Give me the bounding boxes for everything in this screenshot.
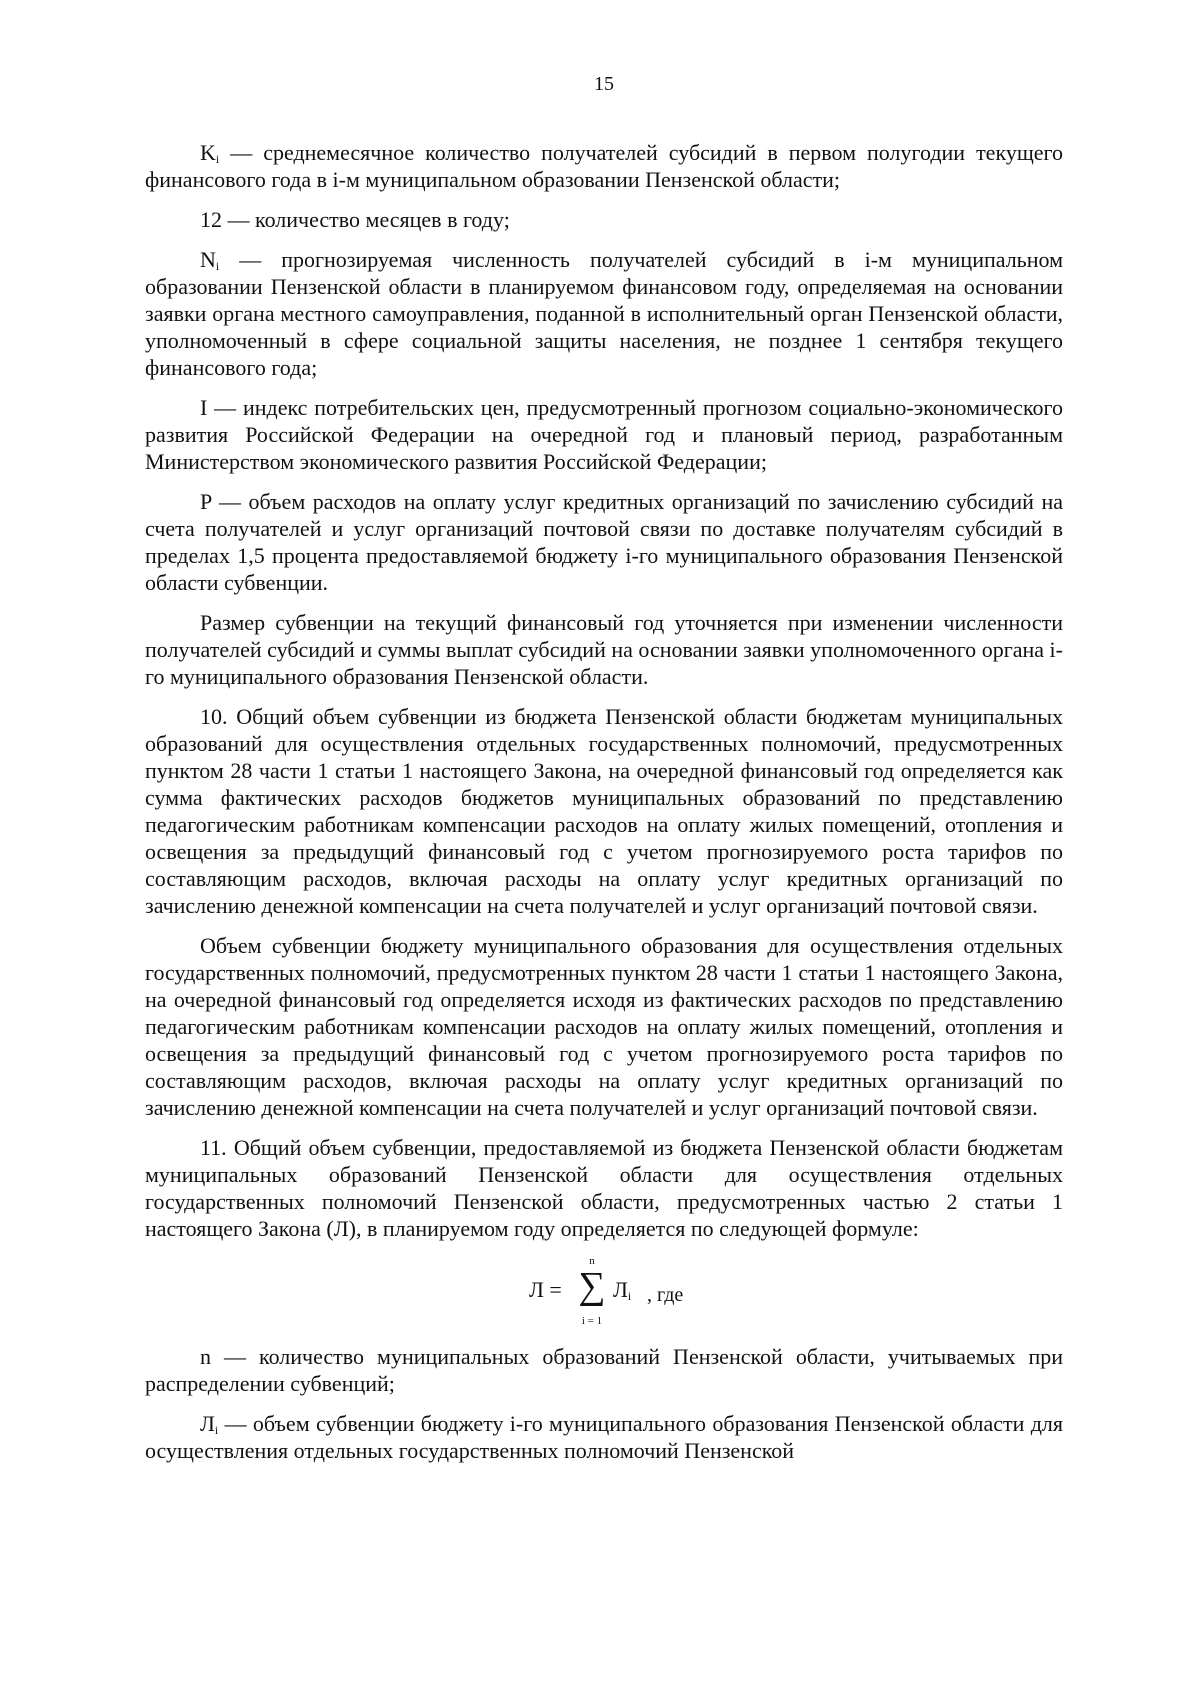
paragraph-text: — объем субвенции бюджету i-го муниципального образования Пензенской области для осуществления отдельных государственных полномочий Пензенской (145, 1411, 1063, 1463)
summation-sign: ∑ (578, 1265, 606, 1307)
paragraph-subvention-refinement: Размер субвенции на текущий финансовый год уточняется при изменении численности получателей субсидий и суммы выплат субсидий на основании заявки уполномоченного органа i-го муниципального образования Пензенской области. (145, 610, 1063, 689)
sum-formula (145, 1255, 1063, 1329)
page-number: 15 (594, 73, 614, 95)
paragraph-text: — прогнозируемая численность получателей субсидий в i-м муниципальном образовании Пензенской области в планируемом финансовом году, определяемая на основании заявки органа местного самоуправления, поданной в исполнительный орган Пензенской области, уполномоченный в сфере социальной защиты населения, не позднее 1 сентября текущего финансового года; (145, 247, 1063, 380)
paragraph-cpi-definition: I — индекс потребительских цен, предусмотренный прогнозом социально-экономического развития Российской Федерации на очередной год и плановый период, разработанным Министерством экономического развития Российской Федерации; (145, 395, 1063, 474)
summation (574, 1255, 610, 1329)
paragraph-ni-definition (145, 246, 1063, 381)
paragraph-n-definition: n — количество муниципальных образований Пензенской области, учитываемых при распределении субвенций; (145, 1344, 1063, 1396)
paragraph-ki-definition (145, 139, 1063, 193)
formula-term-symbol: Л (613, 1277, 628, 1302)
symbol-n: N (200, 247, 216, 272)
paragraph-p-definition: P — объем расходов на оплату услуг кредитных организаций по зачислению субсидий на счета получателей и услуг организаций почтовой связи по доставке получателям субсидий в пределах 1,5 процента предоставляемой бюджету i-го муниципального образования Пензенской области субвенции. (145, 489, 1063, 595)
formula-body (529, 1255, 789, 1329)
paragraph-item-11: 11. Общий объем субвенции, предоставляемой из бюджета Пензенской области бюджетам муниципальных образований Пензенской области для осуществления отдельных государственных полномочий Пензенской области, предусмотренных частью 2 статьи 1 настоящего Закона (Л), в планируемом году определяется по следующей формуле: (145, 1135, 1063, 1241)
formula-tail: , где (647, 1284, 684, 1306)
formula-term-subscript: i (627, 1289, 632, 1303)
symbol-n-subscript: i (215, 259, 220, 273)
paragraph-months-definition: 12 — количество месяцев в году; (200, 207, 510, 232)
symbol-k-subscript: i (215, 152, 220, 166)
symbol-l-subscript: i (214, 1423, 219, 1437)
paragraph-item-10: 10. Общий объем субвенции из бюджета Пензенской области бюджетам муниципальных образований для осуществления отдельных государственных полномочий, предусмотренных пунктом 28 части 1 статьи 1 настоящего Закона, на очередной финансовый год определяется как сумма фактических расходов бюджетов муниципальных образований по представлению педагогическим работникам компенсации расходов на оплату жилых помещений, отопления и освещения за предыдущий финансовый год с учетом прогнозируемого роста тарифов по составляющим расходов, включая расходы на оплату услуг кредитных организаций по зачислению денежной компенсации на счета получателей и услуг организаций почтовой связи. (145, 704, 1063, 918)
formula-lhs: Л = (529, 1277, 562, 1302)
symbol-k: K (200, 140, 216, 165)
paragraph-li-definition (145, 1410, 1063, 1464)
paragraph-text: — среднемесячное количество получателей субсидий в первом полугодии текущего финансового года в i-м муниципальном образовании Пензенской области; (145, 140, 1063, 192)
summation-lower-limit: i = 1 (581, 1315, 603, 1327)
symbol-l: Л (200, 1411, 215, 1436)
paragraph-subvention-volume: Объем субвенции бюджету муниципального образования для осуществления отдельных государственных полномочий, предусмотренных пунктом 28 части 1 статьи 1 настоящего Закона, на очередной финансовый год определяется исходя из фактических расходов по представлению педагогическим работникам компенсации расходов на оплату жилых помещений, отопления и освещения за предыдущий финансовый год с учетом прогнозируемого роста тарифов по составляющим расходов, включая расходы на оплату услуг кредитных организаций по зачислению денежной компенсации на счета получателей и услуг организаций почтовой связи. (145, 933, 1063, 1120)
summation-upper-limit: n (589, 1255, 595, 1267)
formula-term (613, 1275, 631, 1311)
